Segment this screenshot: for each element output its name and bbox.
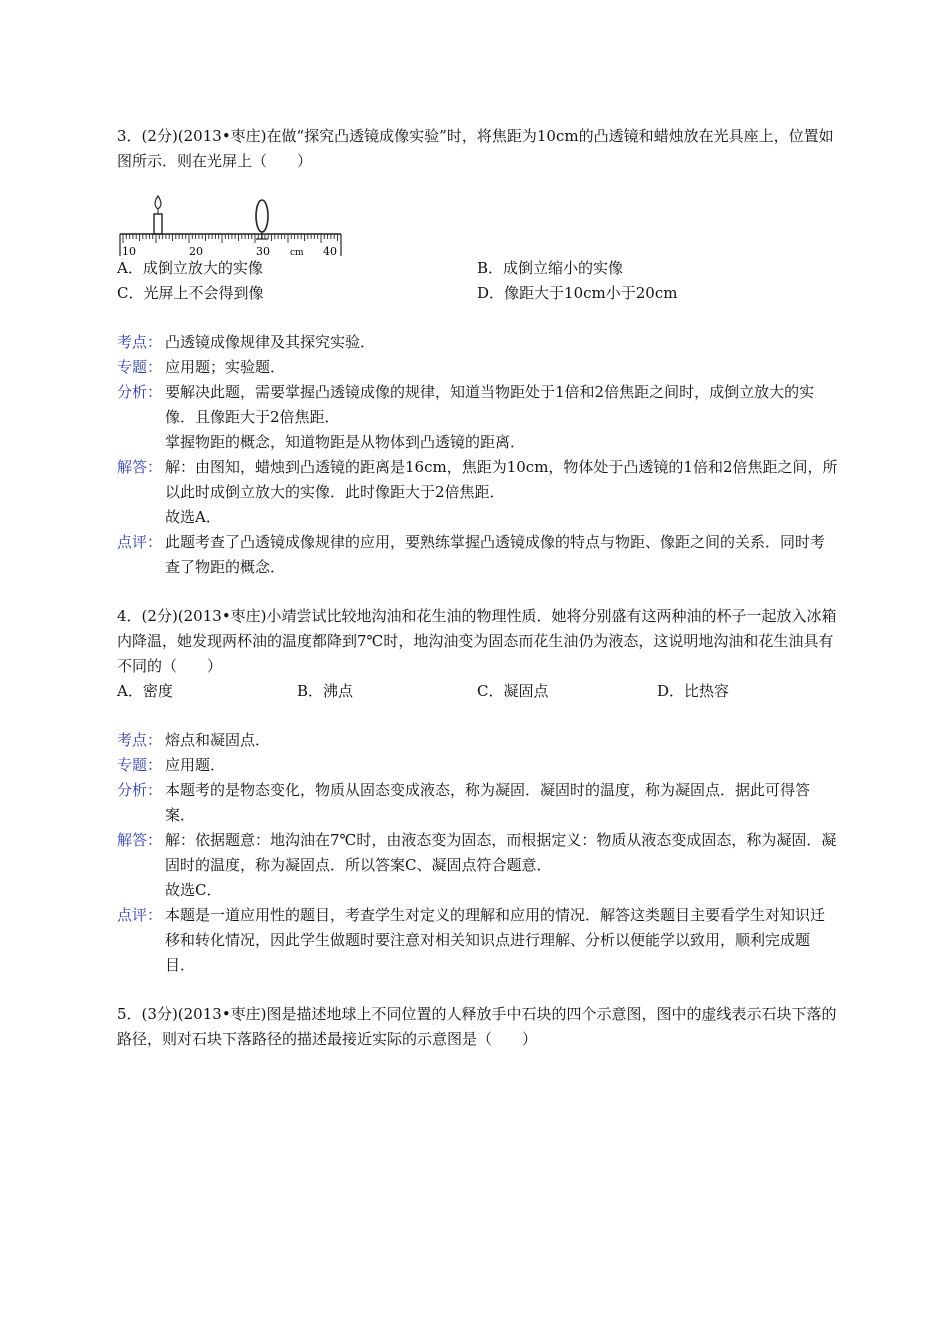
ruler-tick-label: 30 xyxy=(256,245,270,256)
jieda-label: 解答： xyxy=(117,831,163,849)
q3-kaodian xyxy=(117,330,839,355)
zhuanti-text: 应用题． xyxy=(165,756,226,774)
ruler-unit-label: cm xyxy=(290,248,304,256)
jieda-label: 解答： xyxy=(117,458,163,476)
q4-kaodian xyxy=(117,728,839,753)
ruler-tick-label: 40 xyxy=(323,245,337,256)
kaodian-label: 考点： xyxy=(117,731,163,749)
fenxi-text: 要解决此题，需要掌握凸透镜成像的规律，知道当物距处于1倍和2倍焦距之间时，成倒立放大的实像．且像距大于2倍焦距． xyxy=(165,383,815,426)
q4-jieda xyxy=(117,828,839,903)
fenxi-text: 掌握物距的概念，知道物距是从物体到凸透镜的距离． xyxy=(165,433,526,451)
kaodian-text: 凸透镜成像规律及其探究实验． xyxy=(165,333,376,351)
jieda-text: 解：由图知，蜡烛到凸透镜的距离是16cm，焦距为10cm，物体处于凸透镜的1倍和2倍焦距之间，所以此时成倒立放大的实像．此时像距大于2倍焦距． xyxy=(165,458,838,501)
zhuanti-text: 应用题；实验题． xyxy=(165,358,286,376)
q3-stem: 3．(2分)(2013•枣庄)在做“探究凸透镜成像实验”时，将焦距为10cm的凸透镜和蜡烛放在光具座上，位置如图所示．则在光屏上（ ） xyxy=(117,127,834,170)
ruler-tick-label: 10 xyxy=(122,245,136,256)
optical-bench-diagram xyxy=(117,176,357,256)
q4-dianping xyxy=(117,903,839,978)
zhuanti-label: 专题： xyxy=(117,756,163,774)
jieda-answer: 故选A． xyxy=(165,508,221,526)
q4-options xyxy=(117,679,839,704)
q4-option-b[interactable]: B．沸点 xyxy=(297,682,354,700)
q3-dianping xyxy=(117,530,839,580)
q3-option-d[interactable]: D．像距大于10cm小于20cm xyxy=(477,284,678,302)
ruler-icon xyxy=(120,234,341,256)
dianping-text: 此题考查了凸透镜成像规律的应用，要熟练掌握凸透镜成像的特点与物距、像距之间的关系．同时考查了物距的概念． xyxy=(165,533,826,576)
q3-jieda xyxy=(117,455,839,530)
document-page xyxy=(117,124,839,1052)
fenxi-text: 本题考的是物态变化，物质从固态变成液态，称为凝固．凝固时的温度，称为凝固点．据此可得答案． xyxy=(165,781,811,824)
kaodian-label: 考点： xyxy=(117,333,163,351)
q5-stem: 5．(3分)(2013•枣庄)图是描述地球上不同位置的人释放手中石块的四个示意图，图中的虚线表示石块下落的路径，则对石块下落路径的描述最接近实际的示意图是（ ） xyxy=(117,1005,837,1048)
q4-option-d[interactable]: D．比热容 xyxy=(657,682,730,700)
candle-icon xyxy=(154,196,162,234)
q3-fenxi xyxy=(117,380,839,455)
q3-options xyxy=(117,256,839,306)
kaodian-text: 熔点和凝固点． xyxy=(165,731,271,749)
lens-icon xyxy=(256,200,268,239)
q4-stem: 4．(2分)(2013•枣庄)小靖尝试比较地沟油和花生油的物理性质．她将分别盛有这两种油的杯子一起放入冰箱内降温，她发现两杯油的温度都降到7℃时，地沟油变为固态而花生油仍为液态，这说明地沟油和花生油具有不同的（ ） xyxy=(117,607,837,675)
q3-option-b[interactable]: B．成倒立缩小的实像 xyxy=(477,259,624,277)
jieda-answer: 故选C． xyxy=(165,881,222,899)
q3-zhuanti xyxy=(117,355,839,380)
dianping-text: 本题是一道应用性的题目，考查学生对定义的理解和应用的情况．解答这类题目主要看学生对知识迁移和转化情况，因此学生做题时要注意对相关知识点进行理解、分析以便能学以致用，顺利完成题目． xyxy=(165,906,826,974)
q3-option-c[interactable]: C．光屏上不会得到像 xyxy=(117,284,264,302)
q3-option-a[interactable]: A．成倒立放大的实像 xyxy=(117,259,263,277)
q4-option-c[interactable]: C．凝固点 xyxy=(477,682,549,700)
q4-fenxi xyxy=(117,778,839,828)
optical-bench-figure xyxy=(117,176,839,256)
dianping-label: 点评： xyxy=(117,533,163,551)
q4-zhuanti xyxy=(117,753,839,778)
fenxi-label: 分析： xyxy=(117,383,163,401)
fenxi-label: 分析： xyxy=(117,781,163,799)
zhuanti-label: 专题： xyxy=(117,358,163,376)
dianping-label: 点评： xyxy=(117,906,163,924)
q4-option-a[interactable]: A．密度 xyxy=(117,682,173,700)
jieda-text: 解：依据题意：地沟油在7℃时，由液态变为固态，而根据定义：物质从液态变成固态，称为凝固．凝固时的温度，称为凝固点．所以答案C、凝固点符合题意． xyxy=(165,831,837,874)
ruler-tick-label: 20 xyxy=(189,245,203,256)
